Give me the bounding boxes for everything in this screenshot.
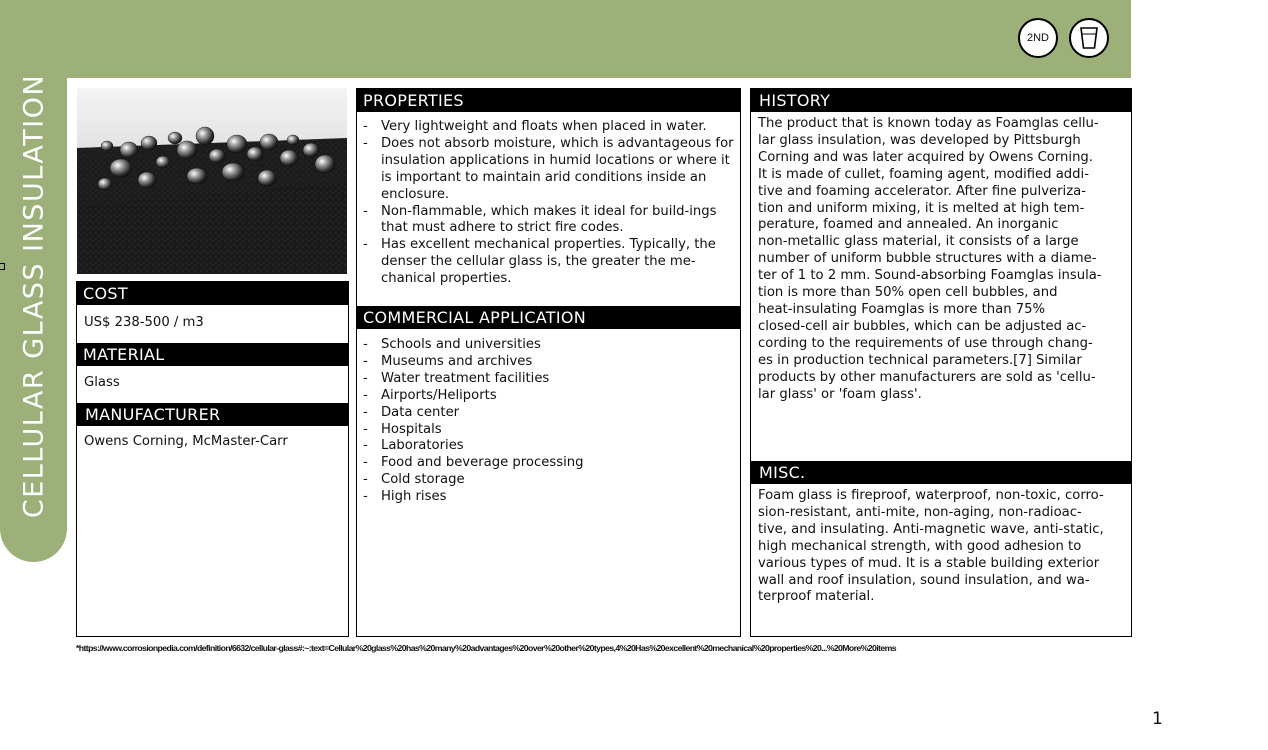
history-line: products by other manufacturers are sold as 'cellu- (758, 369, 1096, 385)
history-line: The product that is known today as Foamglas cellu- (758, 116, 1099, 131)
cost-heading: COST (77, 282, 348, 305)
history-line: number of uniform bubble structures with a diame- (758, 251, 1097, 267)
history-heading: HISTORY (751, 89, 1131, 112)
history-line: lar glass insulation, was developed by Pittsburgh (758, 132, 1081, 148)
misc-text (751, 484, 1131, 606)
history-line: non-metallic glass material, it consists of a large (758, 234, 1079, 250)
misc-line: sion-resistant, anti-mite, non-aging, non-radioac- (758, 504, 1082, 520)
misc-heading: MISC. (751, 461, 1131, 484)
list-item: - Airports/Heliports (357, 388, 734, 405)
cup-icon (1069, 18, 1109, 58)
list-item: - Schools and universities (357, 337, 734, 354)
properties-list (357, 112, 740, 305)
edge-marker (0, 263, 5, 270)
misc-line: terproof material. (758, 589, 875, 605)
misc-line: wall and roof insulation, sound insulation, and wa- (758, 572, 1090, 588)
commercial-list (357, 329, 740, 506)
history-line: es in production technical parameters.[7] Similar (758, 352, 1082, 368)
list-item: - Cold storage (357, 472, 734, 489)
history-panel (750, 88, 1132, 637)
rank-badge (1018, 18, 1058, 58)
list-item: - Laboratories (357, 438, 734, 455)
rank-badge-label: 2ND (1026, 32, 1049, 44)
misc-line: tive, and insulating. Anti-magnetic wave, anti-static, (758, 521, 1104, 537)
top-accent-band (0, 0, 1131, 78)
material-heading: MATERIAL (77, 343, 348, 366)
list-item: - Very lightweight and floats when placed in water. (357, 119, 734, 136)
manufacturer-heading: MANUFACTURER (77, 403, 348, 426)
history-line: ter of 1 to 2 mm. Sound-absorbing Foamglas insula- (758, 268, 1102, 284)
source-footnote: *https://www.corrosionpedia.com/definition/6632/cellular-glass#:~:text=Cellular%20glass%20has%20many%20advantages%20over%20other%20types,4%20Has%20excellent%20mechanical%20properties%20...%20More%20items (76, 643, 896, 653)
list-item: - High rises (357, 489, 734, 506)
history-line: tive and foaming accelerator. After fine pulveriza- (758, 183, 1086, 199)
misc-line: high mechanical strength, with good adhesion to (758, 538, 1082, 554)
manufacturer-value: Owens Corning, McMaster-Carr (84, 434, 288, 449)
side-accent-band (0, 0, 67, 562)
commercial-heading: COMMERCIAL APPLICATION (357, 306, 740, 329)
properties-panel (356, 88, 741, 637)
list-item: - Has excellent mechanical properties. Typically, the denser the cellular glass is, the greater the me-chanical properties. (357, 237, 734, 288)
history-line: tion is more than 50% open cell bubbles, and (758, 285, 1058, 301)
material-value: Glass (84, 375, 120, 390)
history-line: It is made of cullet, foaming agent, modified addi- (758, 166, 1089, 182)
history-line: lar glass' or 'foam glass'. (758, 386, 922, 402)
page-number: 1 (1152, 709, 1163, 729)
list-item: - Water treatment facilities (357, 371, 734, 388)
list-item: - Museums and archives (357, 354, 734, 371)
cost-panel (76, 281, 349, 637)
material-photo (77, 88, 347, 274)
cost-value: US$ 238-500 / m3 (84, 315, 204, 330)
page-title: CELLULAR GLASS INSULATION (18, 73, 50, 519)
history-line: tion and uniform mixing, it is melted at high tem- (758, 200, 1085, 216)
list-item: - Non-flammable, which makes it ideal for build-ings that must adhere to strict fire codes. (357, 204, 734, 238)
misc-line: Foam glass is fireproof, waterproof, non-toxic, corro- (758, 488, 1104, 503)
misc-line: various types of mud. It is a stable building exterior (758, 555, 1100, 571)
properties-heading: PROPERTIES (357, 89, 740, 112)
history-line: Corning and was later acquired by Owens Corning. (758, 149, 1093, 165)
history-line: closed-cell air bubbles, which can be adjusted ac- (758, 318, 1087, 334)
list-item: - Food and beverage processing (357, 455, 734, 472)
history-line: perature, foamed and annealed. An inorganic (758, 217, 1059, 233)
list-item: - Data center (357, 405, 734, 422)
list-item: - Hospitals (357, 422, 734, 439)
history-line: cording to the requirements of use through chang- (758, 335, 1093, 351)
list-item: - Does not absorb moisture, which is advantageous for insulation applications in humid locations or where it is important to maintain arid conditions inside an enclosure. (357, 136, 734, 204)
history-line: heat-insulating Foamglas is more than 75% (758, 301, 1046, 317)
history-text (751, 112, 1131, 461)
